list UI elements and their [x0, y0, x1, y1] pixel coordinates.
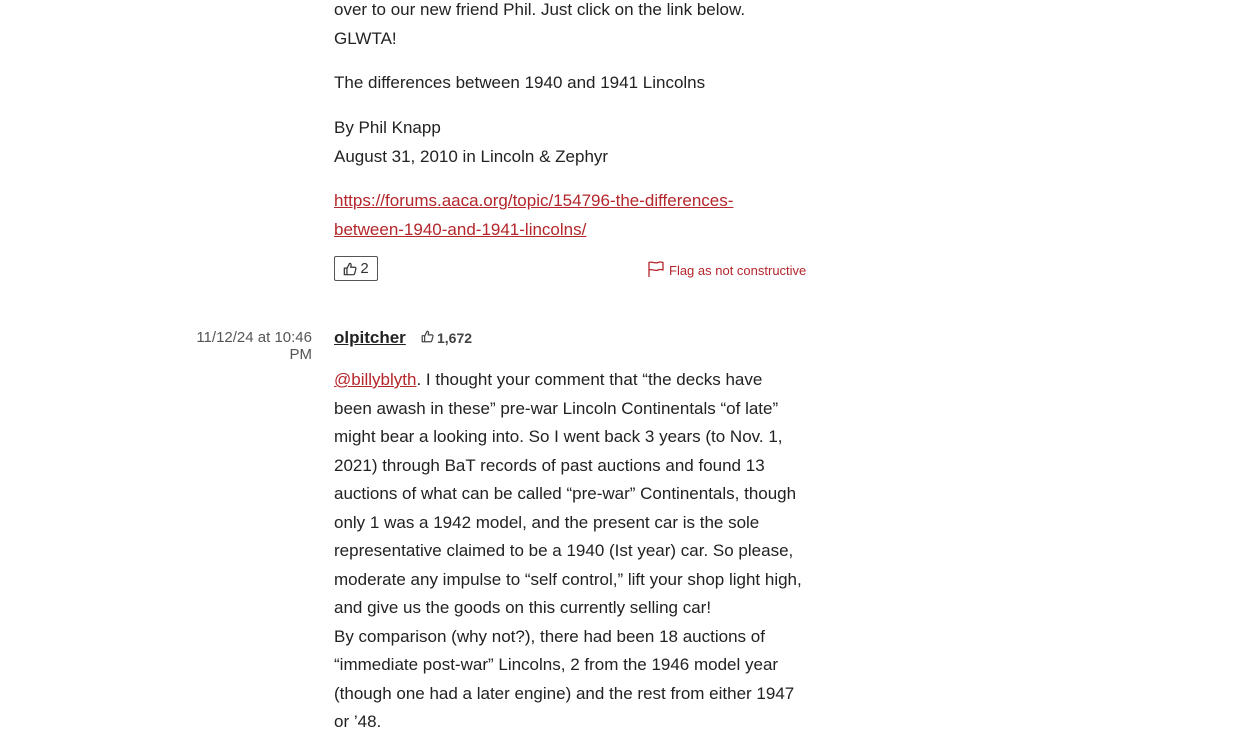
comment-body-1: [334, 0, 804, 53]
article-dateline: August 31, 2010 in Lincoln & Zephyr: [334, 146, 609, 166]
comment-text: . I thought your comment that “the decks have been awash in these” pre-war Lincoln Continentals “of late” might bear a looking into. So I went back 3 years (to Nov. 1, 2021) through BaT records of past auctions and found 13 auctions of what can be called “pre-war” Continentals, though only 1 was a 1942 model, and the present car is the sole representative claimed to be a 1940 (Ist year) car. So please, moderate any impulse to “self control,” lift your shop light high, and give us the goods on this currently selling car!: [334, 370, 802, 617]
thumbs-up-icon: [421, 330, 434, 346]
like-button[interactable]: [334, 256, 378, 281]
flag-label: Flag as not constructive: [669, 263, 807, 278]
article-meta: [334, 114, 804, 171]
comment-text-line: over to our new friend Phil. Just click on the link below.: [334, 0, 746, 19]
comment-body-2: [334, 366, 804, 734]
like-count: 2: [360, 260, 369, 277]
comment-paragraph: [334, 366, 804, 623]
flag-icon: [647, 260, 665, 281]
user-likes: [421, 330, 472, 346]
article-link-line1: https://forums.aaca.org/topic/154796-the-differences-: [334, 191, 734, 210]
user-likes-count: 1,672: [437, 330, 473, 346]
article-link-block: [334, 187, 804, 244]
comment-text-line: GLWTA!: [334, 28, 397, 48]
article-link[interactable]: [334, 191, 733, 239]
comment-timestamp[interactable]: 11/12/24 at 10:46 PM: [196, 329, 312, 363]
comment-username[interactable]: olpitcher: [334, 328, 406, 347]
article-link-line2: between-1940-and-1941-lincolns/: [334, 219, 587, 239]
flag-button[interactable]: [647, 260, 806, 281]
article-byline: By Phil Knapp: [334, 118, 441, 137]
thumbs-up-icon: [343, 262, 357, 276]
article-title: [334, 69, 804, 98]
mention-link[interactable]: @billyblyth: [334, 370, 417, 389]
comment-paragraph-2: By comparison (why not?), there had been 18 auctions of “immediate post-war” Lincolns, 2 from the 1946 model year (though one had a later engine) and the rest from either 1947 or ’48.: [334, 626, 795, 731]
article-title-text: The differences between 1940 and 1941 Lincolns: [334, 73, 706, 92]
